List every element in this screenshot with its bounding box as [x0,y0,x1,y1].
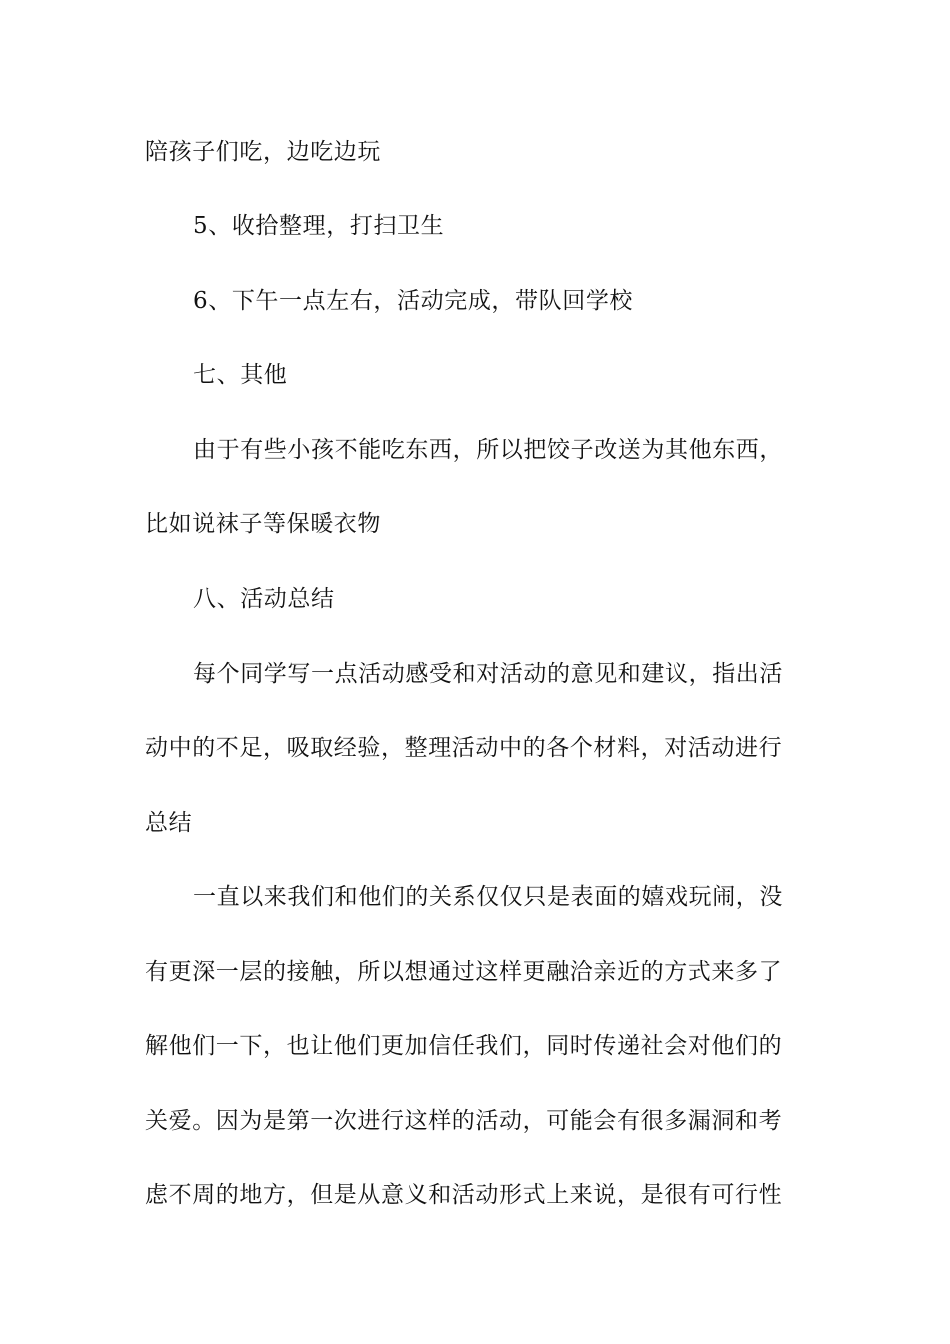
paragraph-line: 总结 [145,810,193,836]
paragraph-line: 由于有些小孩不能吃东西，所以把饺子改送为其他东西， [193,437,783,463]
paragraph-line: 解他们一下，也让他们更加信任我们，同时传递社会对他们的 [145,1033,783,1059]
paragraph-line: 每个同学写一点活动感受和对活动的意见和建议，指出活 [193,661,783,687]
paragraph-line: 动中的不足，吸取经验，整理活动中的各个材料，对活动进行 [145,735,783,761]
list-item-5: 5、收拾整理，打扫卫生 [193,213,445,239]
paragraph-line: 一直以来我们和他们的关系仅仅只是表面的嬉戏玩闹，没 [193,884,783,910]
paragraph-line: 虑不周的地方，但是从意义和活动形式上来说，是很有可行性 [145,1182,783,1208]
section-heading-other: 七、其他 [193,362,288,388]
section-heading-summary: 八、活动总结 [193,586,335,612]
list-item-6: 6、下午一点左右，活动完成，带队回学校 [193,288,634,314]
paragraph-line: 关爱。因为是第一次进行这样的活动，可能会有很多漏洞和考 [145,1108,783,1134]
paragraph-line: 有更深一层的接触，所以想通过这样更融洽亲近的方式来多了 [145,959,783,985]
paragraph-line: 比如说袜子等保暖衣物 [145,511,381,537]
paragraph-line: 陪孩子们吃，边吃边玩 [145,139,381,165]
